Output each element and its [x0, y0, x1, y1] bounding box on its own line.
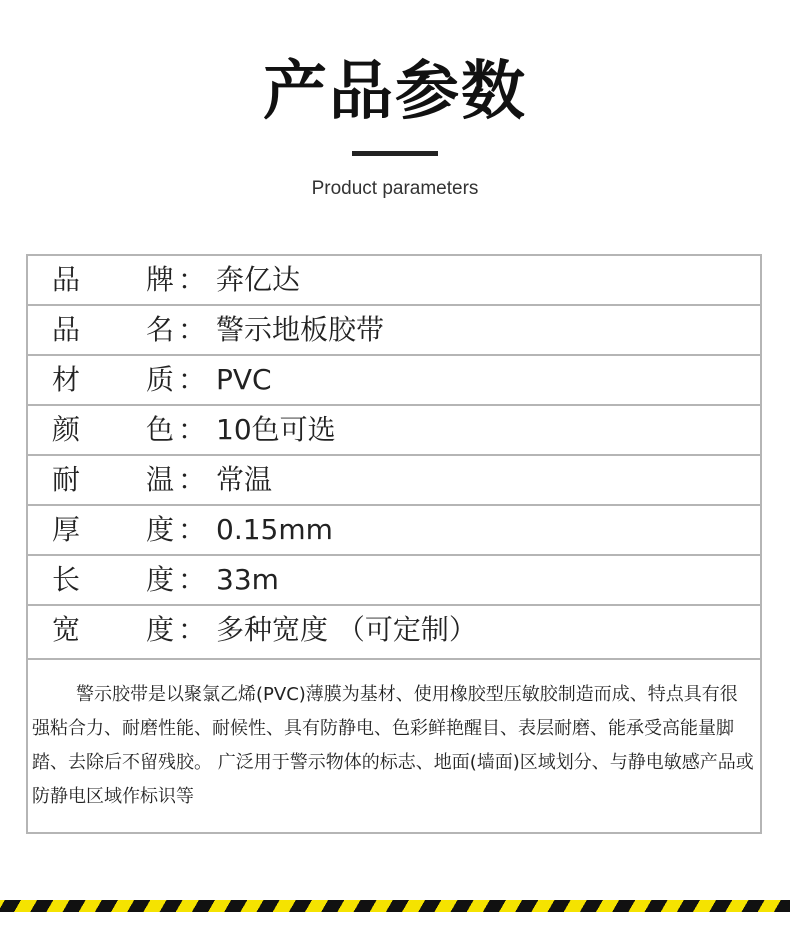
spec-label-char1: 长 — [52, 563, 81, 596]
spec-label-char1: 厚 — [52, 513, 81, 546]
spec-label-char2: 度 — [146, 513, 175, 546]
spec-label-char2: 名 — [146, 313, 175, 346]
spec-label-char1: 颜 — [52, 413, 81, 446]
spec-colon: ： — [178, 563, 207, 596]
spec-table — [26, 254, 762, 834]
spec-colon: ： — [178, 463, 207, 496]
spec-row-name — [28, 306, 760, 356]
page-subtitle: Product parameters — [311, 178, 479, 199]
spec-label-char1: 材 — [52, 363, 81, 396]
spec-label-char1: 品 — [52, 263, 81, 296]
spec-label-char2: 度 — [146, 613, 175, 646]
spec-label-char1: 宽 — [52, 613, 81, 646]
spec-row-width — [28, 606, 760, 660]
spec-label-char2: 温 — [146, 463, 175, 496]
spec-value: 0.15mm — [216, 513, 333, 546]
spec-row-thickness — [28, 506, 760, 556]
hazard-stripe-divider — [0, 900, 790, 912]
spec-value: 10色可选 — [216, 413, 336, 446]
spec-colon: ： — [178, 363, 207, 396]
spec-label-char1: 耐 — [52, 463, 81, 496]
spec-label-char1: 品 — [52, 313, 81, 346]
spec-row-length — [28, 556, 760, 606]
spec-colon: ： — [178, 613, 207, 646]
title-underline — [352, 151, 438, 156]
spec-colon: ： — [178, 313, 207, 346]
spec-label-char2: 牌 — [146, 263, 175, 296]
spec-value: 33m — [216, 563, 279, 596]
spec-label-char2: 色 — [146, 413, 175, 446]
page-title: 产品参数 — [263, 55, 527, 129]
spec-colon: ： — [178, 513, 207, 546]
spec-value: 多种宽度 （可定制） — [216, 613, 477, 646]
spec-value: 奔亿达 — [216, 263, 301, 296]
spec-label-char2: 度 — [146, 563, 175, 596]
spec-value: PVC — [216, 363, 272, 396]
spec-label-char2: 质 — [146, 363, 175, 396]
spec-row-material — [28, 356, 760, 406]
spec-colon: ： — [178, 263, 207, 296]
spec-value: 常温 — [216, 463, 273, 496]
spec-colon: ： — [178, 413, 207, 446]
product-description: 警示胶带是以聚氯乙烯(PVC)薄膜为基材、使用橡胶型压敏胶制造而成、特点具有很强粘合力、耐磨性能、耐候性、具有防静电、色彩鲜艳醒目、表层耐磨、能承受高能量脚踏、去除后不留残胶。 广泛用于警示物体的标志、地面(墙面)区域划分、与静电敏感产品或防静电区域作标识等 — [32, 684, 754, 807]
spec-row-color — [28, 406, 760, 456]
spec-row-brand — [28, 256, 760, 306]
spec-value: 警示地板胶带 — [216, 313, 385, 346]
spec-row-temperature — [28, 456, 760, 506]
